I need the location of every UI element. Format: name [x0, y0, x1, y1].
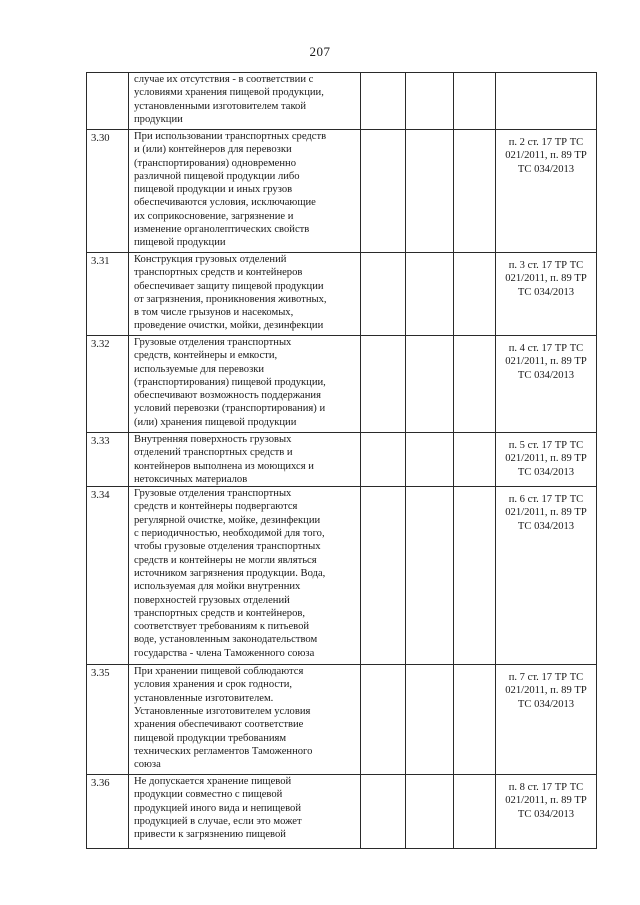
not-applicable-cell [454, 433, 496, 487]
legal-reference [496, 775, 597, 849]
not-applicable-cell [454, 73, 496, 130]
requirement-line: чтобы грузовые отделения транспортных [134, 541, 321, 553]
answer-yes-cell [361, 487, 406, 665]
requirement-line: пищевой продукции [134, 237, 226, 249]
table-row [87, 73, 597, 130]
answer-no-cell [406, 433, 454, 487]
legal-reference [496, 665, 597, 775]
legal-reference [496, 130, 597, 253]
answer-yes-cell [361, 665, 406, 775]
answer-no-cell [406, 487, 454, 665]
not-applicable-cell [454, 665, 496, 775]
legal-reference [496, 433, 597, 487]
requirement-line: отделений транспортных средств и [134, 447, 293, 459]
legal-reference-line: ТС 034/2013 [517, 520, 575, 532]
requirement-line: воде, установленным законодательством [134, 634, 318, 646]
requirement-line: их соприкосновение, загрязнение и [134, 210, 294, 222]
not-applicable-cell [454, 775, 496, 849]
requirement-line: в том числе грызунов и насекомых, [134, 307, 294, 319]
item-number: 3.33 [87, 433, 129, 487]
answer-yes-cell [361, 433, 406, 487]
requirement-line: пищевой продукции требованиям [134, 732, 287, 744]
answer-no-cell [406, 665, 454, 775]
table-row [87, 130, 597, 253]
requirement-line: (транспортирования) пищевой продукции, [134, 376, 326, 388]
answer-no-cell [406, 253, 454, 336]
not-applicable-cell [454, 336, 496, 433]
requirement-line: средств и контейнеры не могли являться [134, 554, 317, 566]
requirement-line: (транспортирования) одновременно [134, 157, 297, 169]
item-number: 3.30 [87, 130, 129, 253]
requirement-line: используемая для мойки внутренних [134, 581, 301, 593]
legal-reference-line: п. 6 ст. 17 ТР ТС [508, 494, 584, 506]
legal-reference-line: ТС 034/2013 [517, 466, 575, 478]
legal-reference-line: ТС 034/2013 [517, 369, 575, 381]
requirement-line: регулярной очистке, мойке, дезинфекции [134, 514, 321, 526]
requirement-line: изменение органолептических свойств [134, 224, 310, 236]
table-row [87, 665, 597, 775]
requirement-line: и (или) контейнеров для перевозки [134, 144, 292, 156]
requirement-line: используемые для перевозки [134, 363, 265, 375]
requirement-line: обеспечивают возможность поддержания [134, 390, 321, 402]
item-number: 3.32 [87, 336, 129, 433]
legal-reference-line: п. 7 ст. 17 ТР ТС [508, 672, 584, 684]
item-number: 3.35 [87, 665, 129, 775]
requirement-line: установленными изготовителем такой [134, 100, 307, 112]
legal-reference-line: п. 5 ст. 17 ТР ТС [508, 440, 584, 451]
requirement-line: условия хранения и срок годности, [134, 679, 293, 691]
requirement-line: установленные изготовителем. [134, 692, 274, 704]
legal-reference-line: 021/2011, п. 89 ТР [505, 507, 587, 519]
not-applicable-cell [454, 487, 496, 665]
requirement-line: союза [134, 759, 161, 771]
requirement-line: нетоксичных материалов [134, 473, 248, 485]
requirement-line: При хранении пищевой соблюдаются [134, 666, 304, 678]
requirements-table [86, 72, 597, 849]
item-number [87, 73, 129, 130]
requirement-line: Конструкция грузовых отделений [134, 254, 287, 265]
requirement-line: источником загрязнения продукции. Вода, [134, 567, 326, 579]
page-number: 207 [309, 44, 331, 59]
requirement-line: обеспечиваются условия, исключающие [134, 197, 316, 209]
answer-yes-cell [361, 130, 406, 253]
legal-reference-line: п. 3 ст. 17 ТР ТС [508, 260, 584, 271]
answer-yes-cell [361, 73, 406, 130]
table-row [87, 336, 597, 433]
not-applicable-cell [454, 253, 496, 336]
requirement-text [129, 775, 361, 849]
requirement-line: от загрязнения, проникновения животных, [134, 293, 327, 305]
requirement-line: контейнеров выполнена из моющихся и [134, 460, 314, 472]
requirement-line: При использовании транспортных средств [134, 131, 327, 142]
requirement-text [129, 253, 361, 336]
requirement-line: поверхностей грузовых отделений [134, 594, 290, 606]
legal-reference-line: 021/2011, п. 89 ТР [505, 453, 587, 465]
answer-no-cell [406, 775, 454, 849]
requirement-line: Грузовые отделения транспортных [134, 488, 292, 500]
requirement-line: хранения обеспечивают соответствие [134, 719, 304, 731]
requirement-line: различной пищевой продукции либо [134, 170, 300, 182]
requirement-text [129, 336, 361, 433]
legal-reference-line: 021/2011, п. 89 ТР [505, 795, 587, 807]
legal-reference-line: 021/2011, п. 89 ТР [505, 356, 587, 368]
requirement-line: обеспечивает защиту пищевой продукции [134, 280, 324, 292]
legal-reference-line: 021/2011, п. 89 ТР [505, 685, 587, 697]
requirement-line: случае их отсутствия - в соответствии с [134, 74, 314, 85]
requirement-line: продукции совместно с пищевой [134, 789, 283, 801]
requirement-line: государства - члена Таможенного союза [134, 647, 315, 659]
requirement-text [129, 73, 361, 130]
legal-reference-line: ТС 034/2013 [517, 808, 575, 820]
requirement-text [129, 665, 361, 775]
requirement-line: Установленные изготовителем условия [134, 706, 311, 718]
legal-reference-line: ТС 034/2013 [517, 163, 575, 175]
item-number: 3.36 [87, 775, 129, 849]
legal-reference-line: п. 2 ст. 17 ТР ТС [508, 137, 584, 148]
requirement-line: Грузовые отделения транспортных [134, 337, 292, 348]
requirement-line: проведение очистки, мойки, дезинфекции [134, 320, 324, 332]
legal-reference [496, 487, 597, 665]
legal-reference [496, 73, 597, 130]
not-applicable-cell [454, 130, 496, 253]
requirement-line: условий перевозки (транспортирования) и [134, 403, 326, 415]
requirement-line: продукции [134, 113, 183, 125]
answer-no-cell [406, 336, 454, 433]
legal-reference-line: 021/2011, п. 89 ТР [505, 273, 587, 285]
requirement-line: продукцией в случае, если это может [134, 816, 302, 828]
requirement-line: транспортных средств и контейнеров, [134, 607, 306, 619]
item-number: 3.34 [87, 487, 129, 665]
item-number: 3.31 [87, 253, 129, 336]
requirement-line: (или) хранения пищевой продукции [134, 416, 297, 428]
requirement-line: пищевой продукции и иных грузов [134, 184, 293, 196]
answer-yes-cell [361, 775, 406, 849]
answer-yes-cell [361, 336, 406, 433]
requirement-line: продукцией иного вида и непищевой [134, 802, 302, 814]
answer-yes-cell [361, 253, 406, 336]
requirement-line: технических регламентов Таможенного [134, 745, 313, 757]
legal-reference-line: 021/2011, п. 89 ТР [505, 150, 587, 162]
requirement-line: средств, контейнеры и емкости, [134, 350, 278, 362]
answer-no-cell [406, 73, 454, 130]
requirement-line: Внутренняя поверхность грузовых [134, 434, 292, 445]
legal-reference [496, 253, 597, 336]
requirement-text [129, 487, 361, 665]
requirement-line: средств и контейнеры подвергаются [134, 501, 298, 513]
legal-reference-line: ТС 034/2013 [517, 698, 575, 710]
table-row [87, 775, 597, 849]
requirement-line: транспортных средств и контейнеров [134, 267, 303, 279]
requirement-text [129, 433, 361, 487]
table-row [87, 433, 597, 487]
table-row [87, 253, 597, 336]
requirements-table-body [87, 73, 597, 849]
requirement-line: Не допускается хранение пищевой [134, 776, 292, 788]
requirement-line: условиями хранения пищевой продукции, [134, 87, 324, 99]
legal-reference [496, 336, 597, 433]
requirement-text [129, 130, 361, 253]
legal-reference-line: п. 8 ст. 17 ТР ТС [508, 782, 584, 794]
legal-reference-line: п. 4 ст. 17 ТР ТС [508, 343, 584, 354]
table-row [87, 487, 597, 665]
answer-no-cell [406, 130, 454, 253]
requirement-line: привести к загрязнению пищевой [134, 829, 286, 841]
legal-reference-line: ТС 034/2013 [517, 286, 575, 298]
requirement-line: с периодичностью, необходимой для того, [134, 528, 325, 540]
requirement-line: соответствует требованиям к питьевой [134, 621, 310, 633]
